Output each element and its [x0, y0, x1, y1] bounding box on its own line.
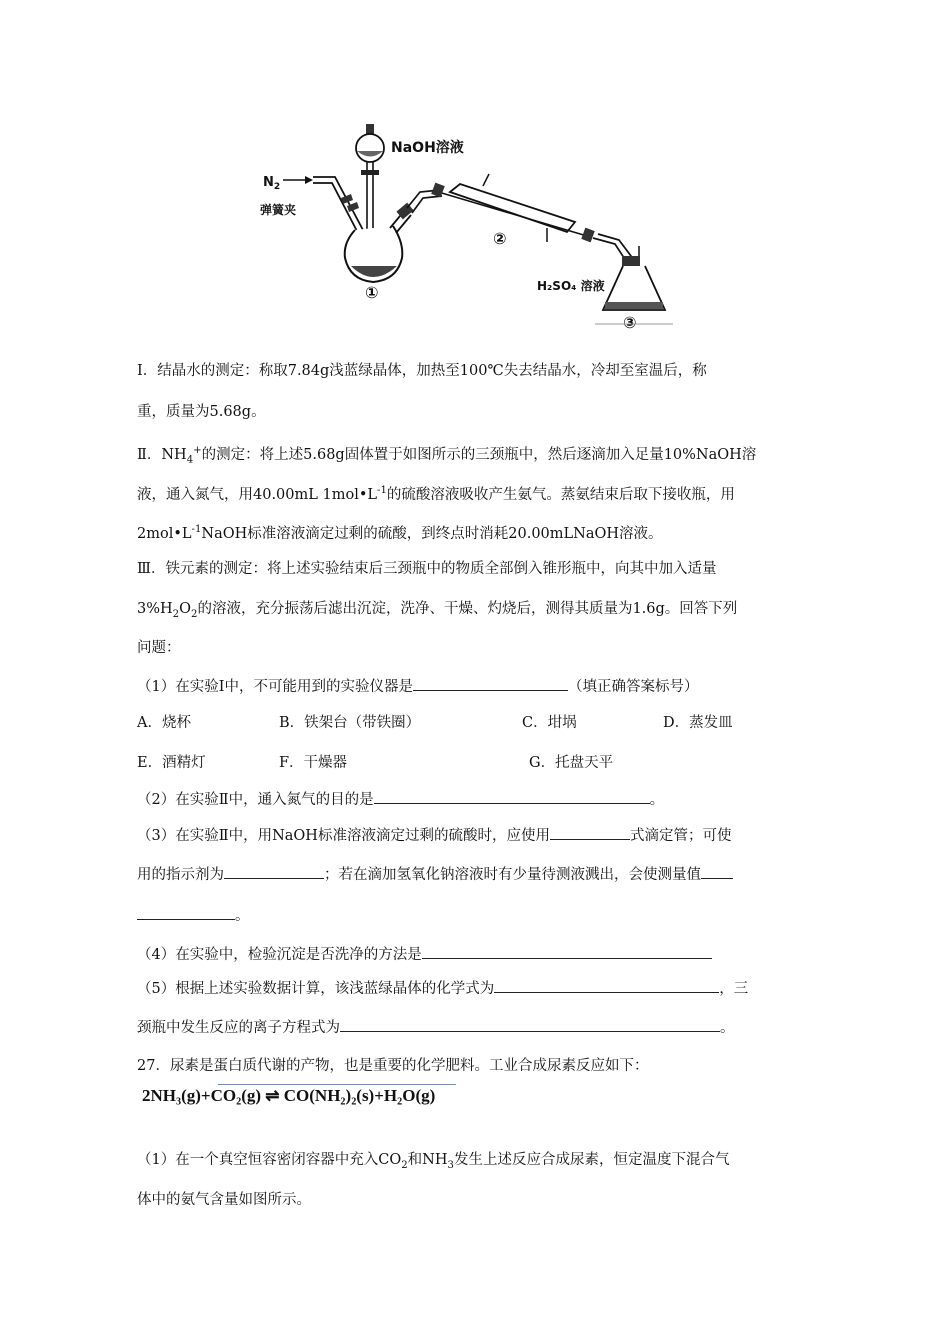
apparatus-diagram: [255, 118, 685, 333]
option-d: D．蒸发皿: [663, 715, 733, 731]
question-27-1-line-1: （1）在一个真空恒容密闭容器中充入$CO_2$和$NH_3$发生上述反应合成尿素，恒定温度下混合气: [137, 1152, 730, 1171]
para-3-line-1: Ⅲ．铁元素的测定：将上述实验结束后三颈瓶中的物质全部倒入锥形瓶中，向其中加入适量: [137, 561, 717, 577]
n2-arrowhead: [305, 176, 313, 184]
answer-blank-q5-formula[interactable]: [494, 978, 719, 993]
naoh-label: NaOH溶液: [391, 140, 464, 156]
para-1-line-2: 重，质量为5.68g。: [137, 404, 266, 420]
marker-1: ①: [365, 283, 379, 302]
question-3-line-1: （3）在实验Ⅱ中，用NaOH标准溶液滴定过剩的硫酸时，应使用 式滴定管；可使: [137, 825, 731, 846]
question-1: （1）在实验Ⅰ中，不可能用到的实验仪器是 （填正确答案标号）: [137, 676, 698, 697]
option-a: A．烧杯: [137, 715, 191, 731]
para-1-line-1: Ⅰ．结晶水的测定：称取7.84g浅蓝绿晶体，加热至100℃失去结晶水，冷却至室温后，称: [137, 363, 707, 379]
funnel-stopcock: [361, 170, 379, 175]
question-2: （2）在实验Ⅱ中，通入氮气的目的是 。: [137, 789, 664, 810]
funnel-stopper: [366, 124, 374, 134]
question-4: （4）在实验中，检验沉淀是否洗净的方法是: [137, 944, 712, 965]
answer-blank-q4[interactable]: [422, 944, 712, 959]
question-3-line-3: 。: [137, 905, 250, 926]
equation-overline: [218, 1084, 456, 1085]
question-3-line-2: 用的指示剂为 ；若在滴加氢氧化钠溶液时有少量待测液溅出，会使测量值: [137, 864, 733, 885]
answer-blank-q1[interactable]: [413, 676, 568, 691]
n2-label: $N_2$: [263, 175, 281, 192]
marker-3: ③: [623, 313, 637, 332]
answer-blank-q2[interactable]: [374, 789, 650, 804]
question-5-line-1: （5）根据上述实验数据计算，该浅蓝绿晶体的化学式为 ，三: [137, 978, 748, 999]
receiver-stopper: [622, 256, 640, 266]
condenser-joint-left: [431, 183, 445, 198]
answer-blank-q3-effect-cont[interactable]: [137, 905, 235, 920]
marker-2: ②: [493, 229, 507, 248]
urea-equation: 2NH₃(g)+CO₂(g) ⇌ CO(NH₂)₂(s)+H₂O(g): [142, 1086, 436, 1105]
clamp-label: 弹簧夹: [260, 203, 297, 217]
answer-blank-q5-equation[interactable]: [340, 1017, 720, 1032]
para-3-line-2: $3\%H_2O_2$的溶液，充分振荡后滤出沉淀，洗净、干燥、灼烧后，测得其质量为1.6g。回答下列: [137, 601, 738, 620]
funnel-bulb: [356, 134, 384, 162]
option-c: C．坩埚: [522, 715, 577, 731]
option-b: B．铁架台（带铁圈）: [279, 715, 421, 731]
para-2-line-1: Ⅱ．$NH_4^+$的测定：将上述5.68g固体置于如图所示的三颈瓶中，然后逐滴加入足量10%NaOH溶: [137, 445, 757, 466]
condenser-joint-right: [581, 228, 595, 243]
answer-blank-q3-indicator[interactable]: [224, 864, 324, 879]
option-g: G．托盘天平: [529, 755, 614, 771]
water-outlet: [483, 174, 489, 186]
para-2-line-2: 液，通入氮气，用40.00mL $1mol•L^{-1}$的硫酸溶液吸收产生氨气。蒸氨结束后取下接收瓶，用: [137, 485, 735, 503]
condenser-inner: [435, 191, 587, 236]
question-27: 27．尿素是蛋白质代谢的产物，也是重要的化学肥料。工业合成尿素反应如下：: [137, 1058, 649, 1074]
option-f: F．干燥器: [279, 755, 348, 771]
answer-blank-q3-burette[interactable]: [550, 825, 630, 840]
question-5-line-2: 颈瓶中发生反应的离子方程式为 。: [137, 1017, 735, 1038]
para-3-line-3: 问题：: [137, 640, 181, 656]
question-27-1-line-2: 体中的氨气含量如图所示。: [137, 1192, 311, 1208]
spring-clamp: [341, 194, 359, 212]
receiver-liquid: [605, 302, 663, 309]
option-e: E．酒精灯: [137, 755, 206, 771]
condenser-outer: [450, 184, 575, 232]
para-2-line-3: $2mol•L^{-1}NaOH$标准溶液滴定过剩的硫酸，到终点时消耗20.00mLNaOH溶液。: [137, 524, 663, 542]
answer-blank-q3-effect[interactable]: [701, 864, 733, 879]
h2so4-label: H₂SO₄ 溶液: [537, 279, 605, 293]
